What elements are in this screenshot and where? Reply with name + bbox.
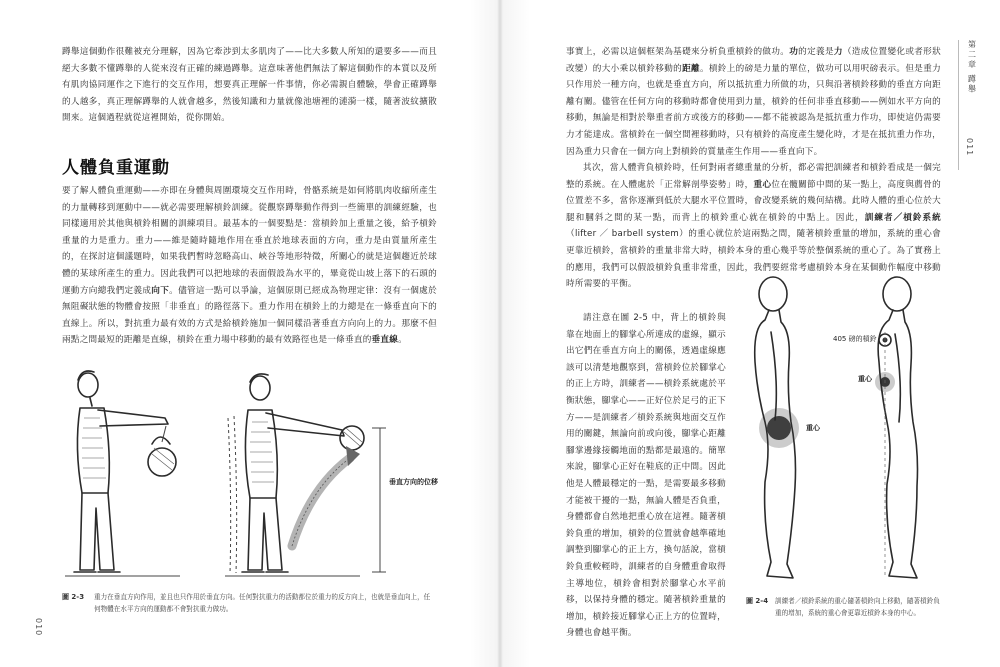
text: 事實上，必需以這個框架為基礎來分析負重槓鈴的做功。	[566, 47, 790, 57]
figure-2-3-illustration	[60, 358, 460, 586]
right-page-number: 011	[965, 138, 974, 157]
figure-2-4-illustration	[735, 272, 965, 590]
section-heading: 人體負重運動	[62, 158, 170, 178]
figure-2-3-caption: 重力在垂直方向作用，並且也只作用於垂直方向。任何對抗重力的活動都位於重力的反方向上，也就是垂直向上，任何物體在水平方向的運動都不會對抗重力做功。	[94, 593, 431, 613]
section-paragraph	[62, 183, 437, 349]
right-paragraph-1	[566, 44, 941, 160]
barbell-label: 405 磅的槓鈴	[833, 335, 877, 343]
text: 。槓鈴上的磅是力量的單位，做功可以用呎磅表示。但是重力只作用於一種方向，也就是垂直方向，所以抵抗重力所做的功，只與沿著槓鈴移動的垂直方向距離有關。儘管在任何方向的移動時都會使用到力量，槓鈴的任何非垂直移動——例如水平方向的移動，無論是相對於舉重者前方或後方的移動——都不能被認為是抵抗重力作功，即使這仍需要力才能達成。當槓鈴在一個空間裡移動時，只有槓鈴的高度產生變化時，才是在抵抗重力作功，因為重力只會在一個方向上對槓鈴的質量產生作用——垂直向下。	[566, 63, 941, 157]
cog-lower-label: 重心	[806, 424, 820, 432]
paragraph-text-cont: 。儘管這一點可以爭論，這個原則已經成為物理定律：沒有一個處於無阻礙狀態的物體會按照「非垂直」的路徑落下。重力作用在槓鈴上的力總是在一條垂直向下的直線上。所以，對抗重力最有效的方式是給槓鈴施加一個同樣沿著垂直方向向上的力。那麼不但兩點之間最短的距離是直線，槓鈴在重力場中移動的最有效路徑也是一條垂直的	[62, 285, 437, 346]
book-gutter	[470, 0, 530, 667]
vertical-displacement-label: 垂直方向的位移	[389, 478, 438, 486]
emphasis-center-of-gravity: 重心	[753, 179, 772, 190]
right-paragraph-3: 請注意在圖 2-5 中，背上的槓鈴與靠在地面上的腳掌心所連成的虛線，顯示出它們在垂直方向上的關係，透過虛線應該可以清楚地觀察到，當槓鈴位於腳掌心的正上方時，訓練者——槓鈴系統處於平衡狀態，腳掌心——正好位於足弓的正下方——是訓練者／槓鈴系統與地面交互作用的關鍵，無論向前或向後，腳掌心距離腳掌邊緣接觸地面的點都是最遠的。簡單來說，腳掌心正好在鞋底的正中間。因此他是人體最穩定的一點，是需要最多移動才能被干擾的一點，無論人體是否負重，身體都會自然地把重心放在這裡。隨著槓鈴負重的增加，槓鈴的位置就會越準確地調整到腳掌心的正上方，換句話說，當槓鈴負重較輕時，訓練者的自身體重會取得主導地位，槓鈴會相對於腳掌心水平前移，以保持身體的穩定。隨著槓鈴重量的增加，槓鈴接近腳掌心正上方的位置時，身體也會越平衡。	[566, 313, 726, 639]
text: 的定義是	[798, 47, 834, 57]
emphasis-down: 向下	[151, 285, 170, 296]
emphasis-work: 功	[789, 47, 799, 57]
text: 其次，當人體背負槓鈴時，任何對兩者總重量的分析，都必需把訓練者和槓鈴看成是一個完整的系統。在人體處於「正常解剖學姿勢」時，	[566, 163, 941, 190]
cog-upper-label: 重心	[858, 375, 872, 383]
emphasis-lifter-system: 訓練者／槓鈴系統	[864, 212, 941, 223]
figure-2-3-label: 圖 2-3	[62, 593, 85, 601]
figure-2-4-label: 圖 2-4	[746, 597, 769, 605]
text: （造成位置變化或者形狀改變）的大小乘以槓鈴移動的	[566, 47, 941, 74]
emphasis-force: 力	[833, 47, 843, 57]
vertical-displacement-bracket	[372, 428, 386, 572]
person-one-figure	[74, 371, 176, 572]
figure-2-4-caption: 訓練者／槓鈴系統的重心隨著槓鈴向上移動，隨著槓鈴負重的增加，系統的重心會更靠近槓鈴本身的中心。	[775, 597, 940, 617]
person-two-figure	[228, 374, 364, 573]
emphasis-vertical: 垂直線	[371, 335, 399, 346]
emphasis-distance: 距離	[682, 63, 700, 74]
left-page-number: 010	[34, 618, 43, 637]
paragraph-text-end: 。	[398, 335, 407, 346]
text: （lifter ／ barbell system）的重心就位於這兩點之間，隨著槓鈴重量的增加，系統的重心會更靠近槓鈴，當槓鈴的重量非常大時，槓鈴本身的重心幾乎等於整個系統的重心了。為了實務上的應用，我們可以假設槓鈴負重非常重，因此，我們要經常考慮槓鈴本身在某個動作幅度中移動時所需要的平衡。	[566, 229, 941, 290]
loaded-person-figure	[875, 277, 918, 578]
chapter-tab-label: 第二章 蹲舉	[967, 40, 977, 95]
unloaded-person-figure	[755, 277, 799, 578]
intro-paragraph: 蹲舉這個動作很難被充分理解，因為它牽涉到太多肌肉了——比大多數人所知的還要多——而且絕大多數不懂蹲舉的人從來沒有正確的練過蹲舉。這意味著他們無法了解這個動作的本質以及所有肌肉協同運作之下進行的交互作用，想要真正理解一件事情，你必需親自體驗，學會正確蹲舉的人越多，真正理解蹲舉的人就會越多，然後知識和力量就像池塘裡的漣漪一樣，隨著波紋擴散開來。這個過程就從這裡開始，從你開始。	[62, 47, 437, 124]
text: 位在髖關節中間的某一點上，高度與薦骨的位置差不多，當你逐漸到低於大腿水平位置時，會改變系統的幾何結構。此時人體的重心位於大腿和膕斜之間的某一點，而背上的槓鈴重心就在槓鈴的中點上。因此，	[566, 179, 941, 223]
paragraph-text: 要了解人體負重運動——亦即在身體與周圍環境交互作用時，骨骼系統是如何將肌肉收縮所產生的力量轉移到運動中——就必需要理解槓鈴訓練。從觀察蹲舉動作得到一些簡單的訓練經驗，也同樣適用於其他與槓鈴相關的訓練項目。最基本的一個要點是：當槓鈴加上重量之後，給予槓鈴重量的力是重力。重力——維是隨時隨地作用在垂直於地球表面的方向，重力是由質量所產生的，在探討這個議題時，如果我們暫時忽略高山、峽谷等地形特徵，所關心的就是這個趨近於球體的某球所產生的重力。因此我們可以把地球的表面假設為水平的，畢竟從山坡上落下的石頭的運動方向總我們定義成	[62, 186, 437, 296]
